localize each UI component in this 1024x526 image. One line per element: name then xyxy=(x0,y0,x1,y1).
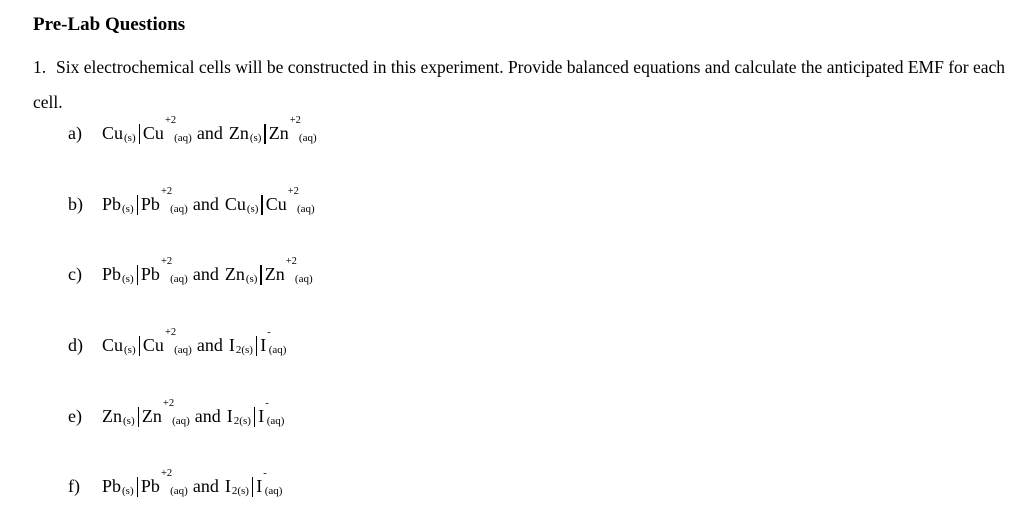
half-cell-left xyxy=(102,185,188,215)
cell-label: d) xyxy=(68,334,83,355)
electrode-symbol: Cu xyxy=(102,122,124,143)
electrode-state: (s) xyxy=(249,132,262,144)
cell-item xyxy=(68,113,317,153)
half-cell-right xyxy=(224,185,315,215)
ion-symbol: Zn xyxy=(264,263,285,284)
ion-symbol: Cu xyxy=(265,193,287,214)
electrode-symbol: Zn xyxy=(224,263,245,284)
ion-state: (aq) xyxy=(264,485,283,497)
ion-state: (aq) xyxy=(170,485,188,497)
ion-state: (aq) xyxy=(172,415,190,427)
ion-state: (aq) xyxy=(174,344,192,356)
electrode-symbol: I xyxy=(228,334,235,355)
ion-charge: +2 xyxy=(164,326,177,338)
page-heading: Pre-Lab Questions xyxy=(33,14,186,35)
phase-boundary-line xyxy=(264,124,265,144)
ion-state: (aq) xyxy=(266,415,285,427)
ion-charge: +2 xyxy=(160,467,173,479)
half-cell-right xyxy=(224,467,283,497)
half-cell-right xyxy=(224,255,313,285)
phase-boundary-line xyxy=(137,477,138,497)
cell-label: f) xyxy=(68,475,80,496)
ion-symbol: I xyxy=(258,405,265,426)
ion xyxy=(142,326,177,356)
joiner-text: and xyxy=(192,193,219,214)
ion-state: (aq) xyxy=(294,273,313,285)
ion-symbol: Zn xyxy=(268,122,289,143)
phase-boundary-line xyxy=(260,265,261,285)
joiner-text: and xyxy=(192,263,219,284)
cell-item xyxy=(68,466,282,506)
ion-charge: - xyxy=(263,467,267,479)
ion-symbol: Zn xyxy=(141,405,162,426)
electrode-state: (s) xyxy=(122,273,134,285)
half-cell-left xyxy=(102,467,188,497)
ion-charge: +2 xyxy=(289,114,301,126)
electrode-state: (s) xyxy=(122,203,134,215)
electrode-symbol: Zn xyxy=(102,405,122,426)
ion-symbol: I xyxy=(260,334,267,355)
phase-boundary-line xyxy=(252,477,253,497)
phase-boundary-line xyxy=(139,336,140,356)
cell-item xyxy=(68,254,313,294)
electrode-symbol: I xyxy=(224,475,231,496)
ion-state: (aq) xyxy=(170,203,188,215)
electrode-state: (s) xyxy=(124,344,136,356)
ion-state: (aq) xyxy=(268,344,287,356)
half-cell-left xyxy=(102,326,192,356)
electrode-state: (s) xyxy=(245,273,258,285)
ion xyxy=(258,397,269,427)
ion-symbol: Pb xyxy=(140,263,160,284)
electrode-state: (s) xyxy=(246,203,259,215)
electrode-symbol: Cu xyxy=(224,193,246,214)
ion-charge: +2 xyxy=(160,185,173,197)
joiner-text: and xyxy=(196,122,223,143)
ion-state: (aq) xyxy=(174,132,192,144)
ion-charge: +2 xyxy=(162,397,175,409)
phase-boundary-line xyxy=(261,195,262,215)
electrode-state: 2(s) xyxy=(231,485,249,497)
ion xyxy=(142,114,177,144)
electrode-state: (s) xyxy=(124,132,136,144)
ion xyxy=(141,397,175,427)
ion xyxy=(140,185,173,215)
phase-boundary-line xyxy=(254,407,255,427)
cell-item xyxy=(68,396,284,436)
electrode-symbol: Pb xyxy=(102,475,122,496)
ion xyxy=(256,467,267,497)
cell-item xyxy=(68,325,286,365)
cell-label: e) xyxy=(68,405,82,426)
ion-state: (aq) xyxy=(296,203,315,215)
half-cell-left xyxy=(102,114,192,144)
ion-symbol: Cu xyxy=(142,122,164,143)
electrode-symbol: Pb xyxy=(102,263,122,284)
phase-boundary-line xyxy=(256,336,257,356)
question-number: 1. xyxy=(33,57,47,77)
ion-symbol: Cu xyxy=(142,334,164,355)
ion-symbol: Pb xyxy=(140,475,160,496)
question-1 xyxy=(33,50,1018,120)
electrode-state: (s) xyxy=(123,415,135,427)
electrode-symbol: Cu xyxy=(102,334,124,355)
electrode-state: 2(s) xyxy=(235,344,253,356)
half-cell-right xyxy=(226,397,285,427)
ion-charge: +2 xyxy=(287,185,299,197)
electrode-state: 2(s) xyxy=(233,415,251,427)
cell-label: b) xyxy=(68,193,83,214)
ion-charge: +2 xyxy=(164,114,177,126)
ion xyxy=(140,255,173,285)
half-cell-left xyxy=(102,397,190,427)
cell-item xyxy=(68,184,315,224)
phase-boundary-line xyxy=(139,124,140,144)
ion-state: (aq) xyxy=(170,273,188,285)
electrode-state: (s) xyxy=(122,485,134,497)
ion-charge: +2 xyxy=(285,255,297,267)
ion-state: (aq) xyxy=(298,132,317,144)
question-text: Six electrochemical cells will be constructed in this experiment. Provide balanced equations and calculate the anticipated EMF for each cell. xyxy=(33,57,1006,112)
ion-symbol: Pb xyxy=(140,193,160,214)
joiner-text: and xyxy=(196,334,223,355)
ion-charge: +2 xyxy=(160,255,173,267)
phase-boundary-line xyxy=(137,265,138,285)
phase-boundary-line xyxy=(137,195,138,215)
ion xyxy=(264,255,297,285)
electrode-symbol: I xyxy=(226,405,233,426)
half-cell-left xyxy=(102,255,188,285)
ion-charge: - xyxy=(265,397,269,409)
joiner-text: and xyxy=(194,405,221,426)
ion xyxy=(140,467,173,497)
ion-symbol: I xyxy=(256,475,263,496)
ion xyxy=(268,114,301,144)
half-cell-right xyxy=(228,326,287,356)
cell-label: c) xyxy=(68,263,82,284)
electrode-symbol: Pb xyxy=(102,193,122,214)
phase-boundary-line xyxy=(138,407,139,427)
ion xyxy=(260,326,271,356)
electrode-symbol: Zn xyxy=(228,122,249,143)
half-cell-right xyxy=(228,114,317,144)
joiner-text: and xyxy=(192,475,219,496)
cell-label: a) xyxy=(68,122,82,143)
ion-charge: - xyxy=(267,326,271,338)
ion xyxy=(265,185,299,215)
